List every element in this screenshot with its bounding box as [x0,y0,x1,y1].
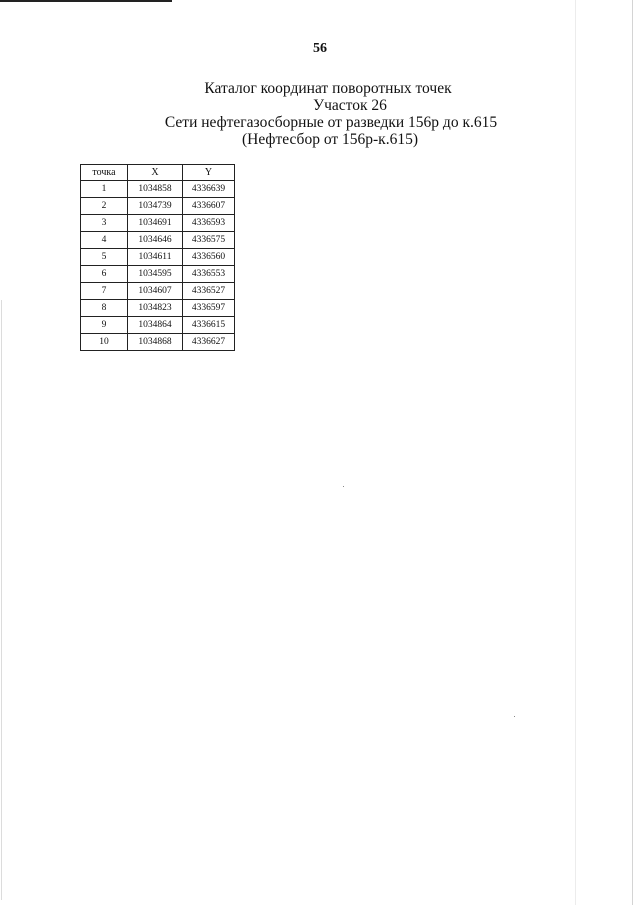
scan-speck [343,486,344,487]
scan-speck [514,716,515,717]
cell-x: 1034864 [128,317,183,334]
page-number: 56 [313,41,327,56]
cell-point: 1 [81,181,128,198]
column-header-point: точка [81,165,128,181]
table-row [81,334,235,351]
cell-y: 4336627 [183,334,235,351]
heading-section: Участок 26 [313,97,387,114]
heading-network-name: Сети нефтегазосборные от разведки 156р до к.615 [164,114,498,131]
cell-y: 4336575 [183,232,235,249]
table-row [81,300,235,317]
cell-x: 1034611 [128,249,183,266]
coordinates-table [80,164,235,351]
document-heading [0,80,640,148]
cell-y: 4336597 [183,300,235,317]
table-row [81,181,235,198]
cell-y: 4336639 [183,181,235,198]
cell-x: 1034607 [128,283,183,300]
column-header-y: Y [183,165,235,181]
cell-y: 4336593 [183,215,235,232]
cell-y: 4336560 [183,249,235,266]
cell-point: 5 [81,249,128,266]
cell-y: 4336607 [183,198,235,215]
column-header-x: X [128,165,183,181]
cell-x: 1034646 [128,232,183,249]
heading-catalog-title: Каталог координат поворотных точек [204,80,452,97]
cell-point: 4 [81,232,128,249]
table-row [81,317,235,334]
cell-y: 4336615 [183,317,235,334]
cell-point: 6 [81,266,128,283]
cell-x: 1034868 [128,334,183,351]
cell-x: 1034858 [128,181,183,198]
cell-x: 1034595 [128,266,183,283]
cell-y: 4336553 [183,266,235,283]
cell-x: 1034823 [128,300,183,317]
scan-edge-left [1,300,2,900]
cell-point: 9 [81,317,128,334]
scan-edge-top [0,0,172,2]
cell-point: 8 [81,300,128,317]
table-row [81,249,235,266]
table-row [81,283,235,300]
table-row [81,266,235,283]
cell-point: 3 [81,215,128,232]
cell-x: 1034739 [128,198,183,215]
table-header-row [81,165,235,181]
table-row [81,232,235,249]
cell-y: 4336527 [183,283,235,300]
cell-x: 1034691 [128,215,183,232]
cell-point: 2 [81,198,128,215]
table-row [81,198,235,215]
heading-network-short: (Нефтесбор от 156р-к.615) [241,131,418,148]
cell-point: 10 [81,334,128,351]
cell-point: 7 [81,283,128,300]
table-row [81,215,235,232]
